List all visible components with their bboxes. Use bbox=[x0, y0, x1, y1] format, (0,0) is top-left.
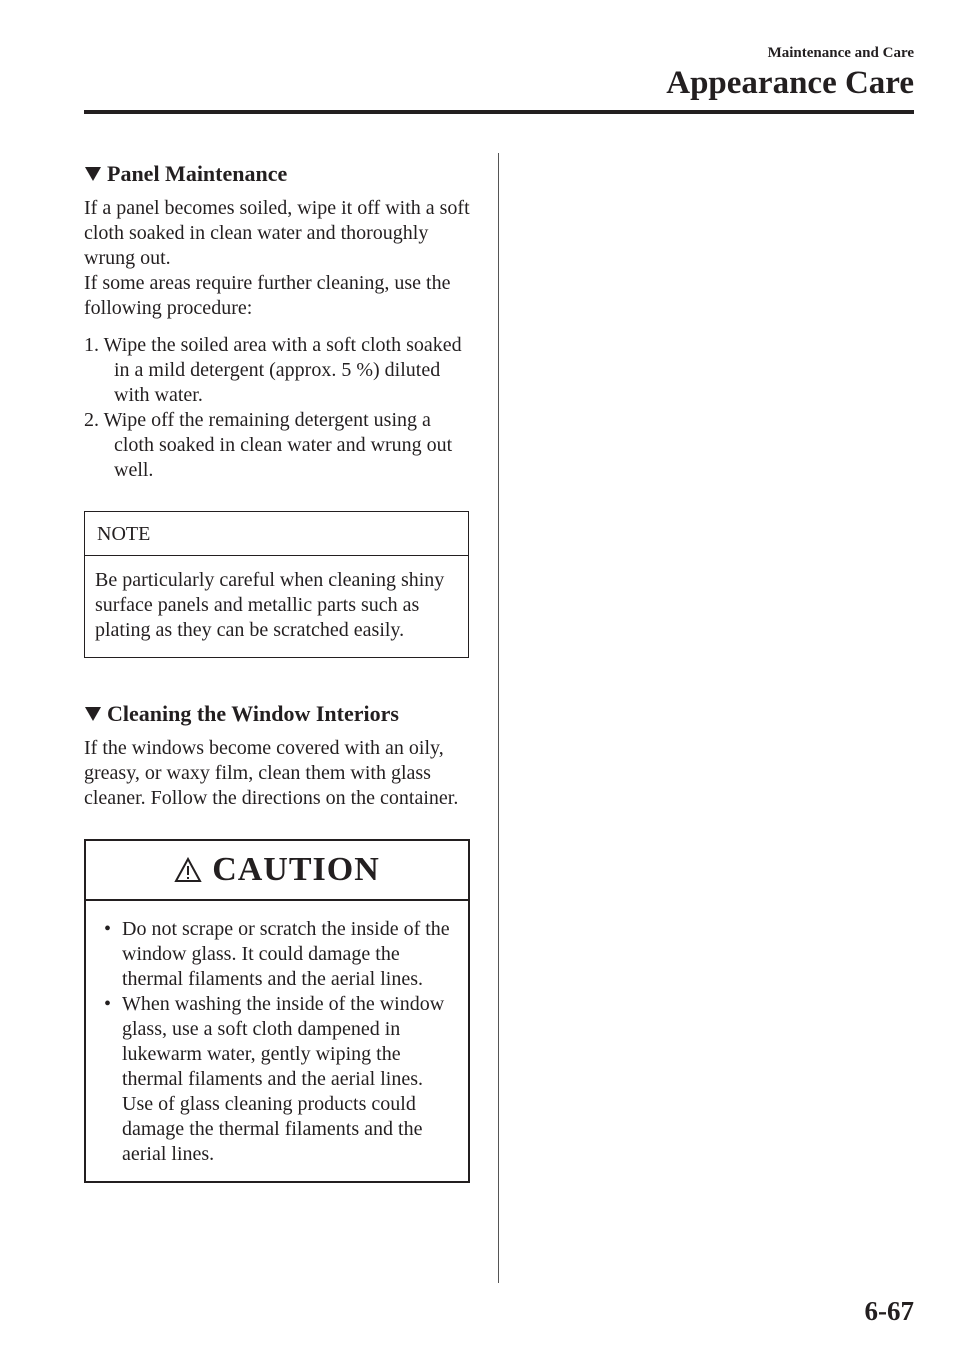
caution-box bbox=[84, 839, 470, 1183]
page-header bbox=[666, 44, 914, 102]
note-box bbox=[84, 511, 469, 658]
section-title: Maintenance and Care bbox=[767, 45, 914, 61]
window-interiors-body: If the windows become covered with an oily, greasy, or waxy film, clean them with glass cleaner. Follow the directions on the container. bbox=[84, 737, 459, 809]
bullet-icon: • bbox=[104, 993, 112, 1015]
panel-maintenance-heading bbox=[84, 158, 474, 190]
procedure-step-1: 1. Wipe the soiled area with a soft cloth soaked in a mild detergent (approx. 5 %) diluted with water. bbox=[84, 334, 462, 406]
bullet-icon: • bbox=[104, 918, 112, 940]
panel-intro-2: If some areas require further cleaning, use the following procedure: bbox=[84, 272, 451, 319]
caution-item-2-extra: Use of glass cleaning products could damage the thermal filaments and the aerial lines. bbox=[122, 1093, 423, 1165]
column-divider bbox=[498, 153, 499, 1283]
note-body: Be particularly careful when cleaning shiny surface panels and metallic parts such as plating as they can be scratched easily. bbox=[95, 569, 445, 641]
caution-header bbox=[86, 841, 468, 901]
header-rule bbox=[84, 110, 914, 114]
note-title: NOTE bbox=[85, 512, 468, 556]
window-interiors-heading-text: Cleaning the Window Interiors bbox=[107, 701, 399, 726]
procedure-steps bbox=[84, 333, 474, 483]
window-interiors-heading bbox=[84, 698, 474, 730]
caution-item-2-text: When washing the inside of the window glass, use a soft cloth dampened in lukewarm water, gently wiping the thermal filaments and the aerial lines. bbox=[122, 993, 445, 1090]
down-triangle-icon bbox=[85, 707, 101, 721]
chapter-title: Appearance Care bbox=[666, 65, 914, 101]
left-column bbox=[84, 158, 474, 1183]
caution-title: CAUTION bbox=[212, 851, 380, 888]
panel-maintenance-heading-text: Panel Maintenance bbox=[107, 161, 288, 186]
procedure-step-2: 2. Wipe off the remaining detergent using a cloth soaked in clean water and wrung out well. bbox=[84, 409, 453, 481]
down-triangle-icon bbox=[85, 167, 101, 181]
caution-item-2 bbox=[104, 992, 458, 1167]
page-number: 6-67 bbox=[864, 1296, 914, 1326]
warning-triangle-icon bbox=[174, 857, 202, 883]
panel-intro: If a panel becomes soiled, wipe it off with a soft cloth soaked in clean water and thoroughly wrung out. bbox=[84, 197, 470, 269]
caution-list bbox=[86, 901, 468, 1181]
caution-item-1 bbox=[104, 917, 458, 992]
caution-item-1-text: Do not scrape or scratch the inside of the window glass. It could damage the thermal filaments and the aerial lines. bbox=[122, 918, 450, 990]
